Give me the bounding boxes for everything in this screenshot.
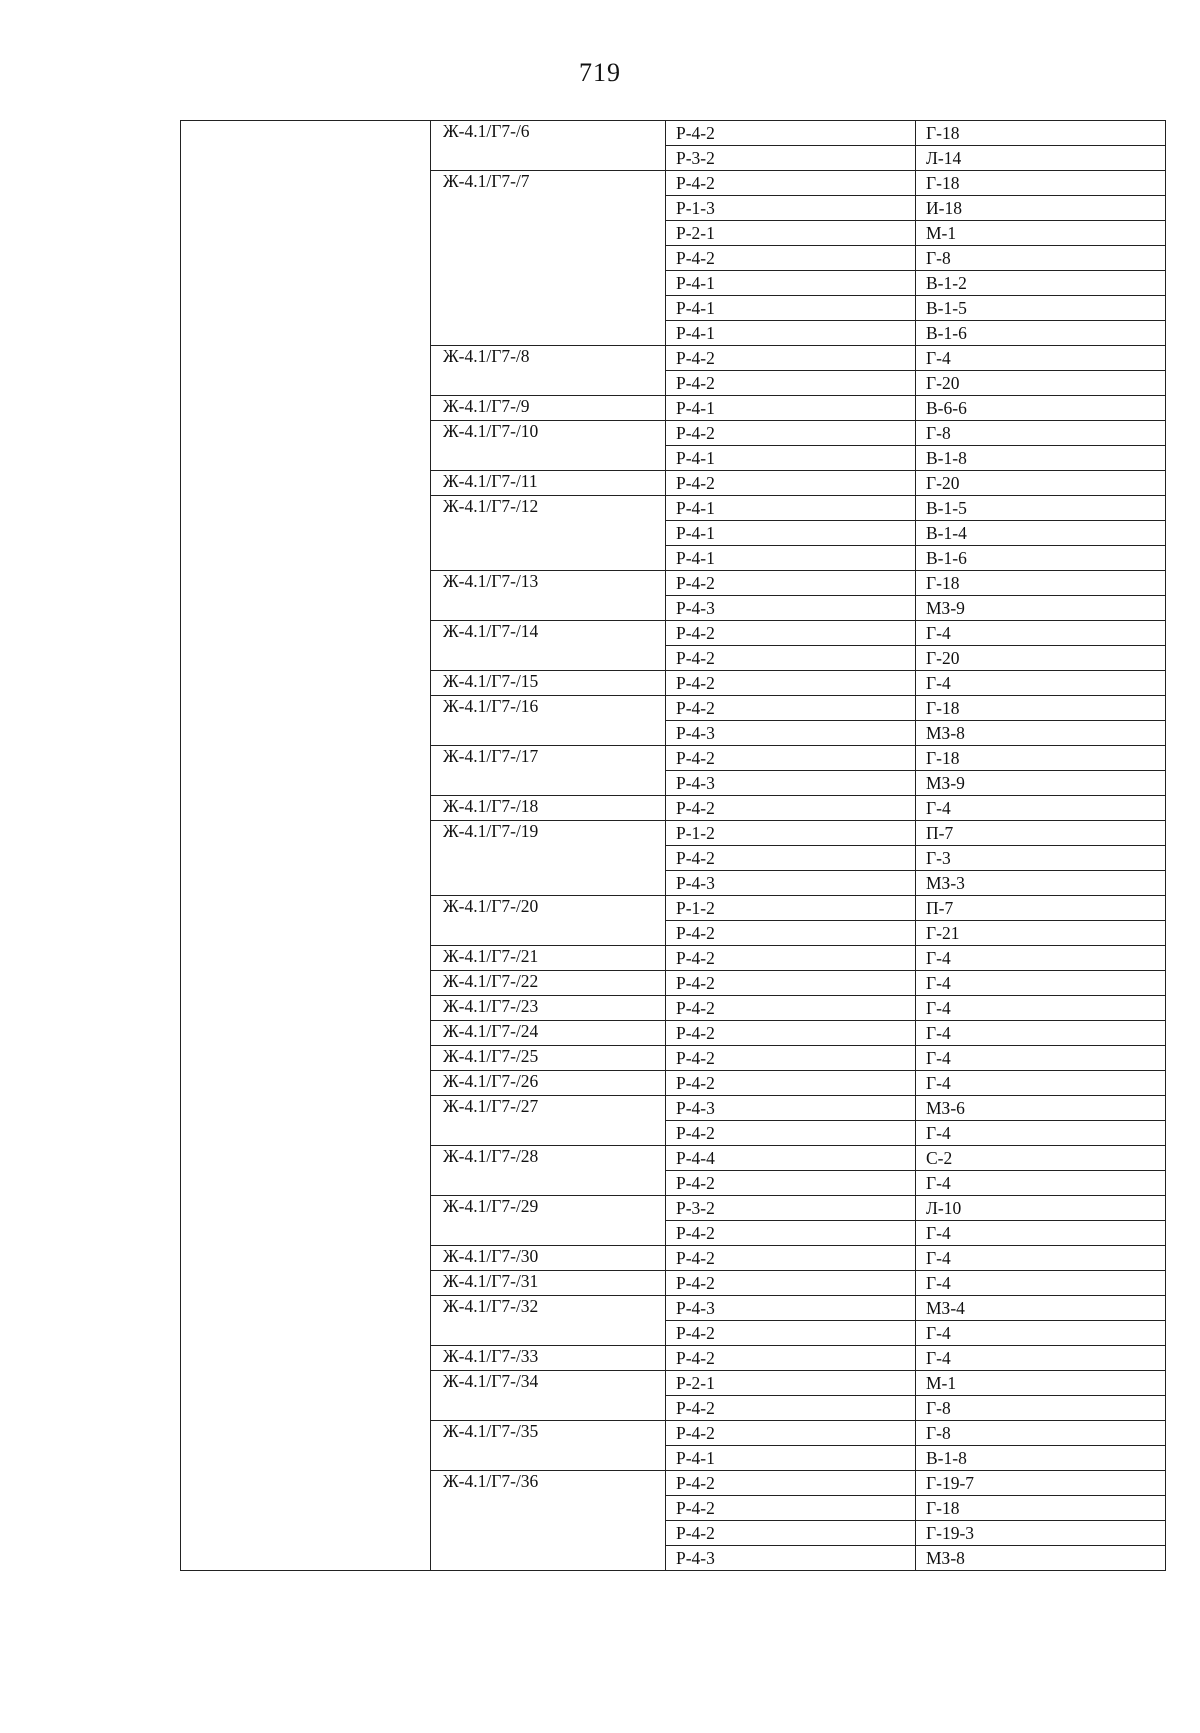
result-code-cell: Г-4 <box>916 1071 1166 1096</box>
group-code-cell: Ж-4.1/Г7-/35 <box>431 1421 666 1471</box>
r-code-cell: Р-2-1 <box>666 1371 916 1396</box>
group-code-cell: Ж-4.1/Г7-/12 <box>431 496 666 571</box>
result-code-cell: Г-20 <box>916 371 1166 396</box>
r-code-cell: Р-4-2 <box>666 571 916 596</box>
r-code-cell: Р-4-1 <box>666 446 916 471</box>
group-code-cell: Ж-4.1/Г7-/28 <box>431 1146 666 1196</box>
empty-first-column <box>181 121 431 1571</box>
result-code-cell: Г-18 <box>916 121 1166 146</box>
result-code-cell: МЗ-3 <box>916 871 1166 896</box>
r-code-cell: Р-2-1 <box>666 221 916 246</box>
result-code-cell: МЗ-4 <box>916 1296 1166 1321</box>
r-code-cell: Р-4-2 <box>666 1171 916 1196</box>
r-code-cell: Р-4-3 <box>666 871 916 896</box>
group-code-cell: Ж-4.1/Г7-/21 <box>431 946 666 971</box>
r-code-cell: Р-4-2 <box>666 696 916 721</box>
result-code-cell: Г-4 <box>916 346 1166 371</box>
result-code-cell: МЗ-6 <box>916 1096 1166 1121</box>
table-body <box>181 121 1166 1571</box>
result-code-cell: М-1 <box>916 221 1166 246</box>
r-code-cell: Р-3-2 <box>666 146 916 171</box>
result-code-cell: Г-4 <box>916 971 1166 996</box>
r-code-cell: Р-4-2 <box>666 946 916 971</box>
r-code-cell: Р-1-2 <box>666 896 916 921</box>
r-code-cell: Р-4-2 <box>666 921 916 946</box>
result-code-cell: Г-8 <box>916 1421 1166 1446</box>
result-code-cell: В-6-6 <box>916 396 1166 421</box>
group-code-cell: Ж-4.1/Г7-/32 <box>431 1296 666 1346</box>
r-code-cell: Р-4-2 <box>666 621 916 646</box>
r-code-cell: Р-4-2 <box>666 1271 916 1296</box>
result-code-cell: И-18 <box>916 196 1166 221</box>
r-code-cell: Р-4-2 <box>666 1396 916 1421</box>
r-code-cell: Р-4-3 <box>666 1096 916 1121</box>
result-code-cell: Г-8 <box>916 421 1166 446</box>
group-code-cell: Ж-4.1/Г7-/25 <box>431 1046 666 1071</box>
result-code-cell: Г-8 <box>916 246 1166 271</box>
group-code-cell: Ж-4.1/Г7-/36 <box>431 1471 666 1571</box>
r-code-cell: Р-3-2 <box>666 1196 916 1221</box>
group-code-cell: Ж-4.1/Г7-/17 <box>431 746 666 796</box>
result-code-cell: Л-14 <box>916 146 1166 171</box>
r-code-cell: Р-4-2 <box>666 1121 916 1146</box>
r-code-cell: Р-4-2 <box>666 121 916 146</box>
group-code-cell: Ж-4.1/Г7-/23 <box>431 996 666 1021</box>
r-code-cell: Р-4-2 <box>666 1421 916 1446</box>
group-code-cell: Ж-4.1/Г7-/31 <box>431 1271 666 1296</box>
result-code-cell: В-1-2 <box>916 271 1166 296</box>
result-code-cell: Г-3 <box>916 846 1166 871</box>
group-code-cell: Ж-4.1/Г7-/22 <box>431 971 666 996</box>
r-code-cell: Р-4-4 <box>666 1146 916 1171</box>
result-code-cell: Г-18 <box>916 746 1166 771</box>
r-code-cell: Р-4-1 <box>666 496 916 521</box>
result-code-cell: Г-4 <box>916 1346 1166 1371</box>
r-code-cell: Р-4-2 <box>666 346 916 371</box>
r-code-cell: Р-4-3 <box>666 771 916 796</box>
group-code-cell: Ж-4.1/Г7-/15 <box>431 671 666 696</box>
result-code-cell: Г-18 <box>916 696 1166 721</box>
r-code-cell: Р-4-1 <box>666 1446 916 1471</box>
result-code-cell: Л-10 <box>916 1196 1166 1221</box>
group-code-cell: Ж-4.1/Г7-/29 <box>431 1196 666 1246</box>
r-code-cell: Р-4-2 <box>666 971 916 996</box>
result-code-cell: Г-20 <box>916 471 1166 496</box>
result-code-cell: П-7 <box>916 821 1166 846</box>
r-code-cell: Р-4-2 <box>666 471 916 496</box>
r-code-cell: Р-4-2 <box>666 1021 916 1046</box>
r-code-cell: Р-1-3 <box>666 196 916 221</box>
r-code-cell: Р-4-2 <box>666 746 916 771</box>
r-code-cell: Р-1-2 <box>666 821 916 846</box>
group-code-cell: Ж-4.1/Г7-/19 <box>431 821 666 896</box>
group-code-cell: Ж-4.1/Г7-/13 <box>431 571 666 621</box>
r-code-cell: Р-4-2 <box>666 796 916 821</box>
result-code-cell: Г-19-7 <box>916 1471 1166 1496</box>
group-code-cell: Ж-4.1/Г7-/16 <box>431 696 666 746</box>
r-code-cell: Р-4-2 <box>666 246 916 271</box>
r-code-cell: Р-4-1 <box>666 396 916 421</box>
result-code-cell: Г-4 <box>916 1046 1166 1071</box>
result-code-cell: Г-8 <box>916 1396 1166 1421</box>
result-code-cell: В-1-5 <box>916 496 1166 521</box>
r-code-cell: Р-4-2 <box>666 171 916 196</box>
result-code-cell: Г-4 <box>916 1321 1166 1346</box>
r-code-cell: Р-4-2 <box>666 1246 916 1271</box>
r-code-cell: Р-4-2 <box>666 371 916 396</box>
r-code-cell: Р-4-2 <box>666 1221 916 1246</box>
r-code-cell: Р-4-3 <box>666 1296 916 1321</box>
group-code-cell: Ж-4.1/Г7-/18 <box>431 796 666 821</box>
r-code-cell: Р-4-2 <box>666 1496 916 1521</box>
result-code-cell: МЗ-8 <box>916 721 1166 746</box>
r-code-cell: Р-4-1 <box>666 546 916 571</box>
result-code-cell: Г-4 <box>916 996 1166 1021</box>
group-code-cell: Ж-4.1/Г7-/11 <box>431 471 666 496</box>
group-code-cell: Ж-4.1/Г7-/26 <box>431 1071 666 1096</box>
r-code-cell: Р-4-3 <box>666 1546 916 1571</box>
r-code-cell: Р-4-1 <box>666 296 916 321</box>
r-code-cell: Р-4-1 <box>666 321 916 346</box>
result-code-cell: Г-4 <box>916 1246 1166 1271</box>
r-code-cell: Р-4-2 <box>666 421 916 446</box>
result-code-cell: Г-18 <box>916 571 1166 596</box>
group-code-cell: Ж-4.1/Г7-/27 <box>431 1096 666 1146</box>
r-code-cell: Р-4-2 <box>666 1346 916 1371</box>
r-code-cell: Р-4-1 <box>666 521 916 546</box>
result-code-cell: Г-4 <box>916 1271 1166 1296</box>
r-code-cell: Р-4-1 <box>666 271 916 296</box>
page-number: 719 <box>579 58 621 87</box>
result-code-cell: В-1-5 <box>916 296 1166 321</box>
result-code-cell: Г-18 <box>916 171 1166 196</box>
r-code-cell: Р-4-2 <box>666 1071 916 1096</box>
result-code-cell: С-2 <box>916 1146 1166 1171</box>
r-code-cell: Р-4-2 <box>666 996 916 1021</box>
r-code-cell: Р-4-3 <box>666 596 916 621</box>
result-code-cell: МЗ-9 <box>916 771 1166 796</box>
result-code-cell: В-1-6 <box>916 546 1166 571</box>
result-code-cell: Г-18 <box>916 1496 1166 1521</box>
result-code-cell: В-1-6 <box>916 321 1166 346</box>
group-code-cell: Ж-4.1/Г7-/14 <box>431 621 666 671</box>
result-code-cell: МЗ-9 <box>916 596 1166 621</box>
result-code-cell: Г-4 <box>916 946 1166 971</box>
group-code-cell: Ж-4.1/Г7-/7 <box>431 171 666 346</box>
result-code-cell: Г-20 <box>916 646 1166 671</box>
table-row <box>181 121 1166 146</box>
group-code-cell: Ж-4.1/Г7-/33 <box>431 1346 666 1371</box>
result-code-cell: Г-4 <box>916 1021 1166 1046</box>
r-code-cell: Р-4-2 <box>666 846 916 871</box>
group-code-cell: Ж-4.1/Г7-/6 <box>431 121 666 171</box>
result-code-cell: Г-21 <box>916 921 1166 946</box>
r-code-cell: Р-4-2 <box>666 1471 916 1496</box>
group-code-cell: Ж-4.1/Г7-/20 <box>431 896 666 946</box>
r-code-cell: Р-4-2 <box>666 1046 916 1071</box>
group-code-cell: Ж-4.1/Г7-/30 <box>431 1246 666 1271</box>
result-code-cell: М-1 <box>916 1371 1166 1396</box>
result-code-cell: Г-4 <box>916 621 1166 646</box>
r-code-cell: Р-4-2 <box>666 1521 916 1546</box>
result-code-cell: Г-4 <box>916 1221 1166 1246</box>
r-code-cell: Р-4-2 <box>666 646 916 671</box>
group-code-cell: Ж-4.1/Г7-/34 <box>431 1371 666 1421</box>
result-code-cell: В-1-4 <box>916 521 1166 546</box>
result-code-cell: МЗ-8 <box>916 1546 1166 1571</box>
group-code-cell: Ж-4.1/Г7-/8 <box>431 346 666 396</box>
r-code-cell: Р-4-2 <box>666 671 916 696</box>
group-code-cell: Ж-4.1/Г7-/9 <box>431 396 666 421</box>
result-code-cell: Г-19-3 <box>916 1521 1166 1546</box>
group-code-cell: Ж-4.1/Г7-/10 <box>431 421 666 471</box>
result-code-cell: Г-4 <box>916 796 1166 821</box>
r-code-cell: Р-4-2 <box>666 1321 916 1346</box>
result-code-cell: В-1-8 <box>916 1446 1166 1471</box>
result-code-cell: Г-4 <box>916 671 1166 696</box>
result-code-cell: Г-4 <box>916 1171 1166 1196</box>
r-code-cell: Р-4-3 <box>666 721 916 746</box>
group-code-cell: Ж-4.1/Г7-/24 <box>431 1021 666 1046</box>
result-code-cell: В-1-8 <box>916 446 1166 471</box>
result-code-cell: П-7 <box>916 896 1166 921</box>
result-code-cell: Г-4 <box>916 1121 1166 1146</box>
data-table <box>180 120 1166 1571</box>
